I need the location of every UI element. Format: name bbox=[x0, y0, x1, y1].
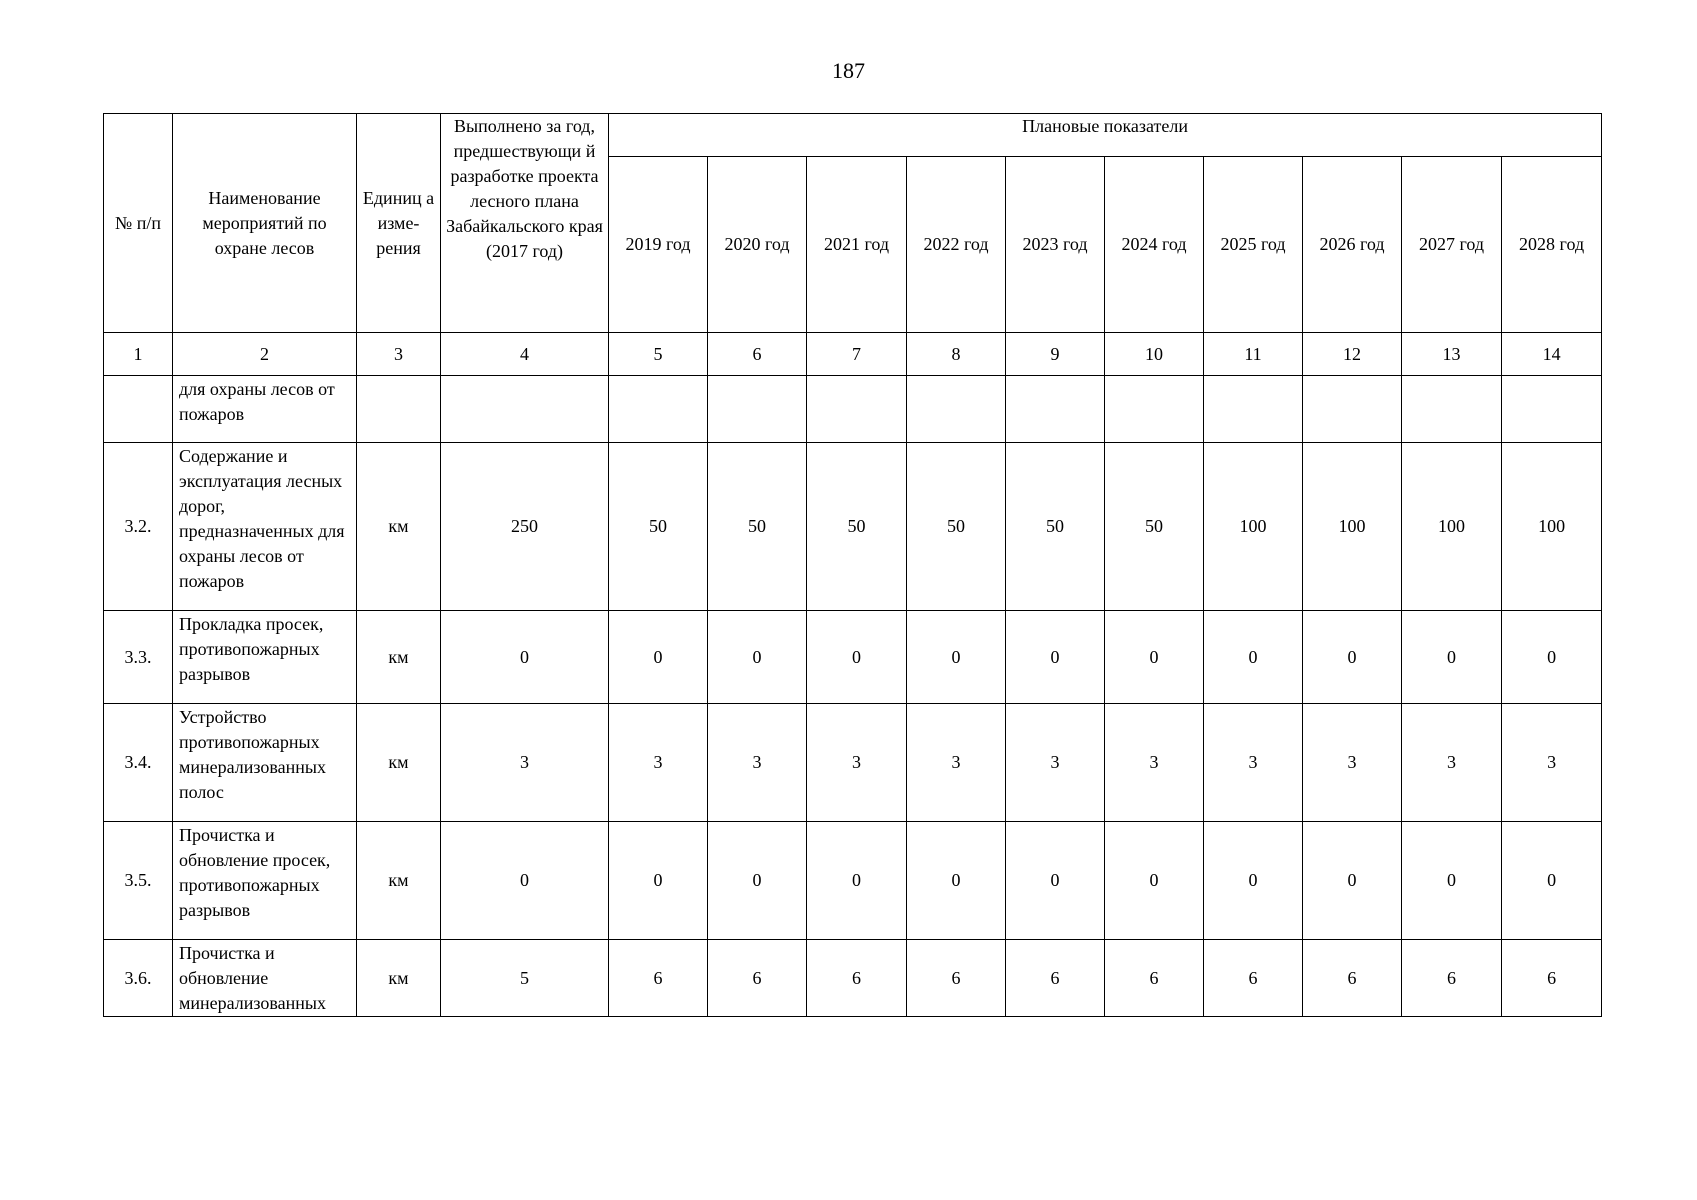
row-value: 0 bbox=[708, 611, 807, 704]
row-value bbox=[609, 376, 708, 443]
row-value: 100 bbox=[1402, 443, 1502, 611]
row-value: 100 bbox=[1502, 443, 1602, 611]
column-number: 11 bbox=[1204, 333, 1303, 376]
column-number: 14 bbox=[1502, 333, 1602, 376]
row-num bbox=[104, 376, 173, 443]
row-value: 6 bbox=[708, 940, 807, 1017]
row-name: для охраны лесов от пожаров bbox=[173, 376, 357, 443]
header-year: 2024 год bbox=[1105, 157, 1204, 333]
row-value: 6 bbox=[1105, 940, 1204, 1017]
row-value: 3 bbox=[1105, 704, 1204, 822]
header-name: Наименование мероприятий по охране лесов bbox=[173, 114, 357, 333]
row-value bbox=[1502, 376, 1602, 443]
table-row bbox=[104, 443, 1602, 611]
row-value: 3 bbox=[1402, 704, 1502, 822]
row-value: 50 bbox=[609, 443, 708, 611]
header-planned: Плановые показатели bbox=[609, 114, 1602, 157]
row-value: 0 bbox=[1502, 611, 1602, 704]
row-value: 6 bbox=[1502, 940, 1602, 1017]
column-number: 8 bbox=[907, 333, 1006, 376]
header-num: № п/п bbox=[104, 114, 173, 333]
row-value: 0 bbox=[1105, 611, 1204, 704]
row-value: 0 bbox=[609, 611, 708, 704]
column-number: 12 bbox=[1303, 333, 1402, 376]
header-year: 2019 год bbox=[609, 157, 708, 333]
row-value: 0 bbox=[907, 611, 1006, 704]
table-row bbox=[104, 704, 1602, 822]
row-value: 0 bbox=[1204, 822, 1303, 940]
row-value bbox=[1204, 376, 1303, 443]
row-done: 0 bbox=[441, 611, 609, 704]
row-value: 0 bbox=[1105, 822, 1204, 940]
row-value: 6 bbox=[609, 940, 708, 1017]
row-unit bbox=[357, 376, 441, 443]
column-number: 2 bbox=[173, 333, 357, 376]
row-value: 100 bbox=[1204, 443, 1303, 611]
row-value: 3 bbox=[1303, 704, 1402, 822]
row-value: 0 bbox=[1402, 822, 1502, 940]
row-value: 0 bbox=[609, 822, 708, 940]
row-name: Содержание и эксплуатация лесных дорог, предназначенных для охраны лесов от пожаров bbox=[173, 443, 357, 611]
row-num: 3.3. bbox=[104, 611, 173, 704]
column-number: 7 bbox=[807, 333, 907, 376]
forest-protection-plan-table bbox=[103, 113, 1602, 1017]
row-done bbox=[441, 376, 609, 443]
row-unit: км bbox=[357, 704, 441, 822]
table-body bbox=[104, 114, 1602, 1017]
row-done: 250 bbox=[441, 443, 609, 611]
row-value: 0 bbox=[807, 822, 907, 940]
row-value: 0 bbox=[907, 822, 1006, 940]
row-value: 0 bbox=[1502, 822, 1602, 940]
row-unit: км bbox=[357, 611, 441, 704]
header-year: 2022 год bbox=[907, 157, 1006, 333]
column-number: 4 bbox=[441, 333, 609, 376]
table-row bbox=[104, 376, 1602, 443]
column-number: 1 bbox=[104, 333, 173, 376]
row-value: 6 bbox=[1303, 940, 1402, 1017]
row-num: 3.6. bbox=[104, 940, 173, 1017]
row-done: 5 bbox=[441, 940, 609, 1017]
header-year: 2021 год bbox=[807, 157, 907, 333]
column-number-row bbox=[104, 333, 1602, 376]
row-value bbox=[1303, 376, 1402, 443]
row-value: 3 bbox=[609, 704, 708, 822]
column-number: 5 bbox=[609, 333, 708, 376]
column-number: 3 bbox=[357, 333, 441, 376]
row-value: 3 bbox=[1502, 704, 1602, 822]
row-value: 0 bbox=[1402, 611, 1502, 704]
header-year: 2020 год bbox=[708, 157, 807, 333]
column-number: 9 bbox=[1006, 333, 1105, 376]
row-value: 0 bbox=[1303, 611, 1402, 704]
header-row-top bbox=[104, 114, 1602, 157]
row-value bbox=[1006, 376, 1105, 443]
row-done: 3 bbox=[441, 704, 609, 822]
row-value: 6 bbox=[907, 940, 1006, 1017]
row-value: 0 bbox=[708, 822, 807, 940]
row-value: 50 bbox=[708, 443, 807, 611]
table-row bbox=[104, 940, 1602, 1017]
row-value: 0 bbox=[1204, 611, 1303, 704]
row-value: 3 bbox=[907, 704, 1006, 822]
header-unit: Единиц а изме- рения bbox=[357, 114, 441, 333]
row-value: 6 bbox=[1006, 940, 1105, 1017]
row-value: 50 bbox=[907, 443, 1006, 611]
header-year: 2026 год bbox=[1303, 157, 1402, 333]
row-done: 0 bbox=[441, 822, 609, 940]
row-value: 50 bbox=[1006, 443, 1105, 611]
row-name: Прочистка и обновление минерализованных bbox=[173, 940, 357, 1017]
row-value bbox=[1402, 376, 1502, 443]
column-number: 10 bbox=[1105, 333, 1204, 376]
row-value: 0 bbox=[807, 611, 907, 704]
row-value: 0 bbox=[1303, 822, 1402, 940]
row-value: 50 bbox=[807, 443, 907, 611]
header-year: 2027 год bbox=[1402, 157, 1502, 333]
row-value: 6 bbox=[1402, 940, 1502, 1017]
row-unit: км bbox=[357, 940, 441, 1017]
row-unit: км bbox=[357, 443, 441, 611]
column-number: 13 bbox=[1402, 333, 1502, 376]
table-row bbox=[104, 822, 1602, 940]
row-value: 0 bbox=[1006, 822, 1105, 940]
header-year: 2028 год bbox=[1502, 157, 1602, 333]
row-value: 3 bbox=[807, 704, 907, 822]
table-row bbox=[104, 611, 1602, 704]
row-num: 3.4. bbox=[104, 704, 173, 822]
row-value bbox=[708, 376, 807, 443]
row-num: 3.2. bbox=[104, 443, 173, 611]
page-number: 187 bbox=[832, 58, 865, 83]
row-num: 3.5. bbox=[104, 822, 173, 940]
row-value: 3 bbox=[1204, 704, 1303, 822]
row-value: 100 bbox=[1303, 443, 1402, 611]
row-value: 3 bbox=[1006, 704, 1105, 822]
row-value bbox=[807, 376, 907, 443]
row-value: 6 bbox=[807, 940, 907, 1017]
row-value bbox=[1105, 376, 1204, 443]
row-value: 0 bbox=[1006, 611, 1105, 704]
row-value: 3 bbox=[708, 704, 807, 822]
row-value: 6 bbox=[1204, 940, 1303, 1017]
header-year: 2023 год bbox=[1006, 157, 1105, 333]
row-unit: км bbox=[357, 822, 441, 940]
row-value bbox=[907, 376, 1006, 443]
column-number: 6 bbox=[708, 333, 807, 376]
header-year: 2025 год bbox=[1204, 157, 1303, 333]
row-value: 50 bbox=[1105, 443, 1204, 611]
header-done: Выполнено за год, предшествующи й разработке проекта лесного плана Забайкальского края (2017 год) bbox=[441, 114, 609, 333]
row-name: Прочистка и обновление просек, противопожарных разрывов bbox=[173, 822, 357, 940]
row-name: Устройство противопожарных минерализованных полос bbox=[173, 704, 357, 822]
row-name: Прокладка просек, противопожарных разрывов bbox=[173, 611, 357, 704]
